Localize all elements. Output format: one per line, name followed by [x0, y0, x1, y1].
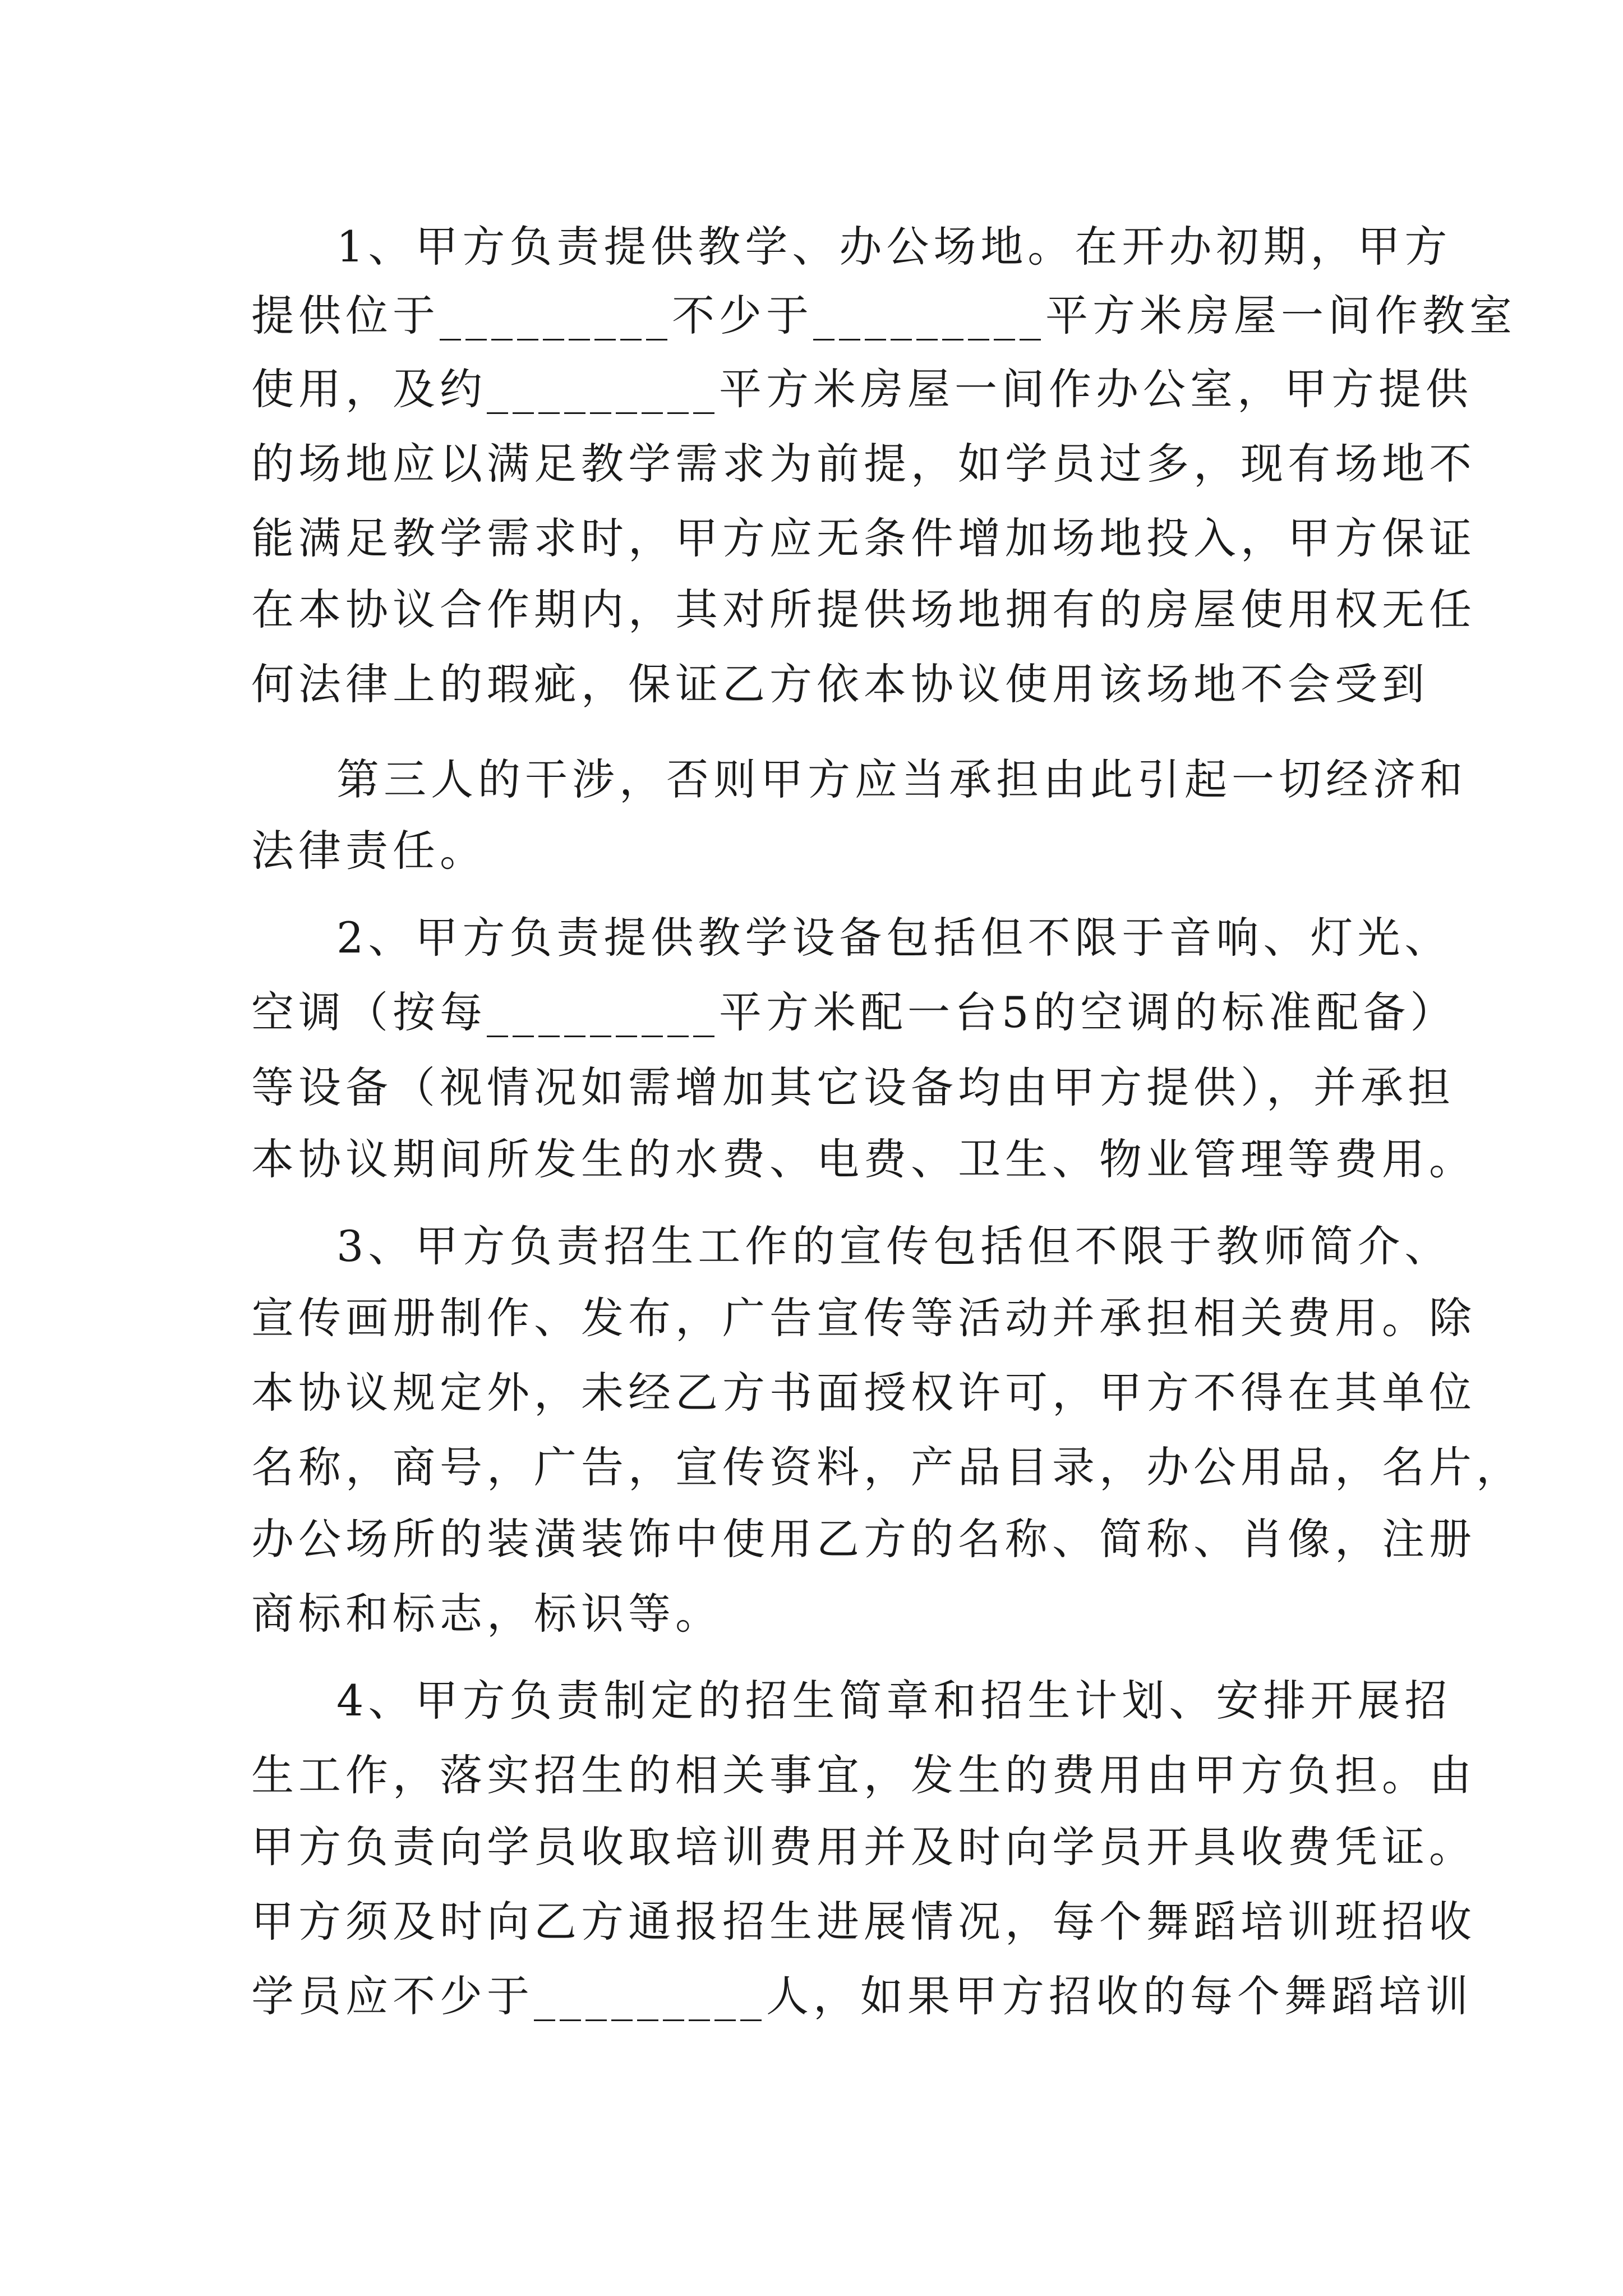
paragraph-1-line-9: 法律责任。 [251, 826, 487, 876]
paragraph-2-line-3: 等设备（视情况如需增加其它设备均由甲方提供），并承担 [251, 1062, 1455, 1112]
paragraph-1-line-4: 的场地应以满足教学需求为前提，如学员过多，现有场地不 [251, 439, 1476, 489]
paragraph-2-line-4: 本协议期间所发生的水费、电费、卫生、物业管理等费用。 [251, 1134, 1476, 1184]
paragraph-4-line-2: 生工作，落实招生的相关事宜，发生的费用由甲方负担。由 [251, 1750, 1476, 1800]
paragraph-3-line-4: 名称，商号，广告，宣传资料，产品目录，办公用品，名片， [251, 1442, 1523, 1492]
paragraph-1-line-2: 提供位于_________不少于_________平方米房屋一间作教室 [251, 291, 1516, 341]
paragraph-4-line-1: 4、甲方负责制定的招生简章和招生计划、安排开展招 [336, 1676, 1452, 1726]
paragraph-4-line-5: 学员应不少于_________人，如果甲方招收的每个舞蹈培训 [251, 1971, 1473, 2021]
paragraph-4-line-3: 甲方负责向学员收取培训费用并及时向学员开具收费凭证。 [251, 1822, 1476, 1872]
paragraph-1-line-8: 第三人的干涉，否则甲方应当承担由此引起一切经济和 [336, 754, 1467, 804]
paragraph-3-line-5: 办公场所的装潢装饰中使用乙方的名称、简称、肖像，注册 [251, 1514, 1476, 1564]
paragraph-1-line-7: 何法律上的瑕疵，保证乙方依本协议使用该场地不会受到 [251, 659, 1429, 709]
paragraph-1-line-3: 使用，及约_________平方米房屋一间作办公室，甲方提供 [251, 364, 1473, 414]
paragraph-3-line-6: 商标和标志，标识等。 [251, 1589, 722, 1639]
paragraph-3-line-1: 3、甲方负责招生工作的宣传包括但不限于教师简介、 [336, 1221, 1452, 1271]
paragraph-1-line-6: 在本协议合作期内，其对所提供场地拥有的房屋使用权无任 [251, 585, 1476, 634]
paragraph-1-line-1: 1、甲方负责提供教学、办公场地。在开办初期，甲方 [336, 222, 1452, 272]
paragraph-1-line-5: 能满足教学需求时，甲方应无条件增加场地投入，甲方保证 [251, 513, 1476, 563]
paragraph-4-line-4: 甲方须及时向乙方通报招生进展情况，每个舞蹈培训班招收 [251, 1897, 1476, 1947]
paragraph-3-line-2: 宣传画册制作、发布，广告宣传等活动并承担相关费用。除 [251, 1293, 1476, 1343]
paragraph-2-line-2: 空调（按每_________平方米配一台5的空调的标准配备） [251, 987, 1458, 1037]
paragraph-2-line-1: 2、甲方负责提供教学设备包括但不限于音响、灯光、 [336, 913, 1452, 963]
paragraph-3-line-3: 本协议规定外，未经乙方书面授权许可，甲方不得在其单位 [251, 1368, 1476, 1418]
